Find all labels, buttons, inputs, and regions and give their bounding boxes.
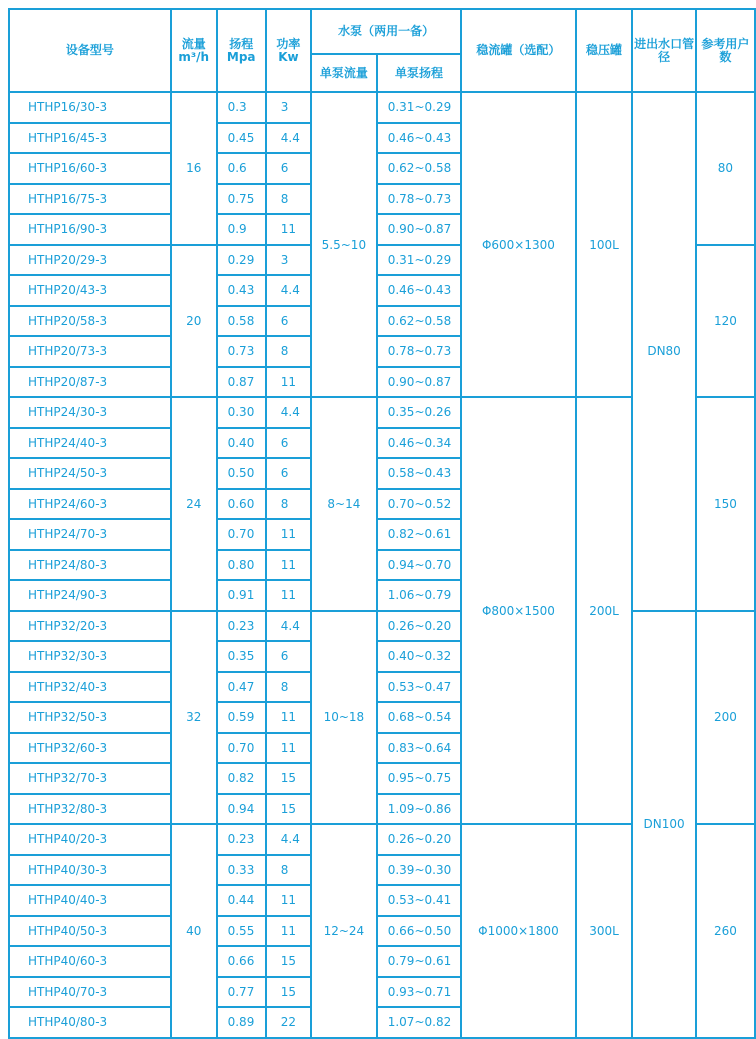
cell-model: HTHP24/80-3 xyxy=(9,550,171,581)
cell-model: HTHP32/20-3 xyxy=(9,611,171,642)
cell-model: HTHP16/30-3 xyxy=(9,92,171,123)
cell-single-head: 0.26~0.20 xyxy=(377,824,461,855)
cell-head: 0.47 xyxy=(217,672,266,703)
cell-head: 0.40 xyxy=(217,428,266,459)
cell-single-flow: 5.5~10 xyxy=(311,92,377,397)
cell-model: HTHP16/45-3 xyxy=(9,123,171,154)
cell-model: HTHP40/70-3 xyxy=(9,977,171,1008)
cell-power: 4.4 xyxy=(266,611,311,642)
cell-model: HTHP20/43-3 xyxy=(9,275,171,306)
cell-single-head: 0.78~0.73 xyxy=(377,336,461,367)
cell-users: 260 xyxy=(696,824,755,1038)
cell-head: 0.3 xyxy=(217,92,266,123)
cell-model: HTHP32/60-3 xyxy=(9,733,171,764)
cell-single-head: 0.83~0.64 xyxy=(377,733,461,764)
header-flow: 流量m³/h xyxy=(171,9,217,92)
header-pipe: 进出水口管径 xyxy=(632,9,695,92)
cell-model: HTHP40/20-3 xyxy=(9,824,171,855)
cell-power: 8 xyxy=(266,336,311,367)
cell-power: 8 xyxy=(266,184,311,215)
cell-head: 0.82 xyxy=(217,763,266,794)
cell-flow: 24 xyxy=(171,397,217,611)
cell-single-head: 0.94~0.70 xyxy=(377,550,461,581)
cell-model: HTHP32/40-3 xyxy=(9,672,171,703)
cell-power: 8 xyxy=(266,855,311,886)
equipment-spec-table xyxy=(8,8,756,1039)
cell-head: 0.44 xyxy=(217,885,266,916)
cell-head: 0.89 xyxy=(217,1007,266,1038)
cell-single-head: 0.66~0.50 xyxy=(377,916,461,947)
cell-model: HTHP24/90-3 xyxy=(9,580,171,611)
cell-power: 6 xyxy=(266,153,311,184)
cell-power: 22 xyxy=(266,1007,311,1038)
cell-single-head: 0.53~0.47 xyxy=(377,672,461,703)
cell-head: 0.50 xyxy=(217,458,266,489)
cell-tank: Φ600×1300 xyxy=(461,92,576,397)
cell-single-head: 0.79~0.61 xyxy=(377,946,461,977)
cell-model: HTHP32/70-3 xyxy=(9,763,171,794)
cell-head: 0.43 xyxy=(217,275,266,306)
header-tank: 稳流罐（选配） xyxy=(461,9,576,92)
cell-model: HTHP40/50-3 xyxy=(9,916,171,947)
cell-head: 0.91 xyxy=(217,580,266,611)
cell-model: HTHP24/70-3 xyxy=(9,519,171,550)
cell-power: 11 xyxy=(266,702,311,733)
cell-head: 0.33 xyxy=(217,855,266,886)
cell-single-flow: 12~24 xyxy=(311,824,377,1038)
header-model: 设备型号 xyxy=(9,9,171,92)
cell-power: 8 xyxy=(266,672,311,703)
cell-users: 200 xyxy=(696,611,755,825)
cell-power: 4.4 xyxy=(266,397,311,428)
cell-power: 6 xyxy=(266,458,311,489)
cell-head: 0.70 xyxy=(217,733,266,764)
cell-model: HTHP32/30-3 xyxy=(9,641,171,672)
cell-model: HTHP16/75-3 xyxy=(9,184,171,215)
cell-single-head: 0.53~0.41 xyxy=(377,885,461,916)
cell-model: HTHP20/58-3 xyxy=(9,306,171,337)
cell-power: 11 xyxy=(266,367,311,398)
cell-power: 4.4 xyxy=(266,824,311,855)
cell-single-head: 0.31~0.29 xyxy=(377,92,461,123)
cell-power: 15 xyxy=(266,946,311,977)
cell-single-head: 0.26~0.20 xyxy=(377,611,461,642)
cell-tank: Φ800×1500 xyxy=(461,397,576,824)
cell-single-head: 1.07~0.82 xyxy=(377,1007,461,1038)
cell-single-head: 0.78~0.73 xyxy=(377,184,461,215)
cell-single-head: 0.70~0.52 xyxy=(377,489,461,520)
cell-head: 0.30 xyxy=(217,397,266,428)
cell-model: HTHP20/29-3 xyxy=(9,245,171,276)
cell-single-flow: 10~18 xyxy=(311,611,377,825)
cell-single-head: 0.82~0.61 xyxy=(377,519,461,550)
cell-power: 4.4 xyxy=(266,275,311,306)
cell-power: 15 xyxy=(266,763,311,794)
cell-head: 0.77 xyxy=(217,977,266,1008)
cell-users: 80 xyxy=(696,92,755,245)
cell-pipe: DN100 xyxy=(632,611,695,1038)
header-users: 参考用户数 xyxy=(696,9,755,92)
cell-single-head: 0.46~0.43 xyxy=(377,123,461,154)
cell-model: HTHP24/60-3 xyxy=(9,489,171,520)
cell-flow: 32 xyxy=(171,611,217,825)
cell-single-head: 0.40~0.32 xyxy=(377,641,461,672)
cell-head: 0.70 xyxy=(217,519,266,550)
cell-head: 0.6 xyxy=(217,153,266,184)
cell-single-head: 1.09~0.86 xyxy=(377,794,461,825)
cell-head: 0.23 xyxy=(217,824,266,855)
cell-head: 0.55 xyxy=(217,916,266,947)
cell-single-head: 0.62~0.58 xyxy=(377,306,461,337)
cell-users: 150 xyxy=(696,397,755,611)
cell-head: 0.23 xyxy=(217,611,266,642)
cell-model: HTHP40/60-3 xyxy=(9,946,171,977)
header-single-head: 单泵扬程 xyxy=(377,54,461,92)
cell-head: 0.29 xyxy=(217,245,266,276)
cell-users: 120 xyxy=(696,245,755,398)
cell-head: 0.60 xyxy=(217,489,266,520)
cell-single-head: 0.58~0.43 xyxy=(377,458,461,489)
cell-power: 11 xyxy=(266,885,311,916)
cell-power: 6 xyxy=(266,306,311,337)
cell-pipe: DN80 xyxy=(632,92,695,611)
cell-power: 11 xyxy=(266,550,311,581)
cell-flow: 20 xyxy=(171,245,217,398)
cell-single-head: 0.93~0.71 xyxy=(377,977,461,1008)
cell-tank: Φ1000×1800 xyxy=(461,824,576,1038)
cell-model: HTHP24/40-3 xyxy=(9,428,171,459)
cell-pressure-tank: 200L xyxy=(576,397,633,824)
cell-head: 0.80 xyxy=(217,550,266,581)
header-single-flow: 单泵流量 xyxy=(311,54,377,92)
cell-head: 0.94 xyxy=(217,794,266,825)
cell-power: 11 xyxy=(266,916,311,947)
table-body xyxy=(9,92,755,1038)
cell-power: 11 xyxy=(266,733,311,764)
cell-model: HTHP40/30-3 xyxy=(9,855,171,886)
cell-model: HTHP40/40-3 xyxy=(9,885,171,916)
cell-pressure-tank: 300L xyxy=(576,824,633,1038)
table-row xyxy=(9,92,755,123)
cell-power: 15 xyxy=(266,977,311,1008)
cell-power: 11 xyxy=(266,214,311,245)
cell-single-head: 0.90~0.87 xyxy=(377,367,461,398)
cell-single-head: 0.35~0.26 xyxy=(377,397,461,428)
header-power: 功率Kw xyxy=(266,9,311,92)
cell-head: 0.66 xyxy=(217,946,266,977)
cell-power: 6 xyxy=(266,428,311,459)
cell-single-head: 0.31~0.29 xyxy=(377,245,461,276)
cell-model: HTHP20/73-3 xyxy=(9,336,171,367)
cell-power: 8 xyxy=(266,489,311,520)
cell-head: 0.35 xyxy=(217,641,266,672)
cell-model: HTHP16/90-3 xyxy=(9,214,171,245)
cell-power: 3 xyxy=(266,245,311,276)
cell-single-head: 0.62~0.58 xyxy=(377,153,461,184)
cell-model: HTHP32/50-3 xyxy=(9,702,171,733)
cell-head: 0.59 xyxy=(217,702,266,733)
cell-single-flow: 8~14 xyxy=(311,397,377,611)
cell-power: 3 xyxy=(266,92,311,123)
cell-head: 0.9 xyxy=(217,214,266,245)
cell-model: HTHP24/50-3 xyxy=(9,458,171,489)
header-head: 扬程Mpa xyxy=(217,9,266,92)
cell-flow: 40 xyxy=(171,824,217,1038)
cell-head: 0.87 xyxy=(217,367,266,398)
cell-single-head: 0.39~0.30 xyxy=(377,855,461,886)
cell-power: 11 xyxy=(266,519,311,550)
cell-power: 6 xyxy=(266,641,311,672)
header-pump-group: 水泵（两用一备） xyxy=(311,9,461,54)
cell-power: 4.4 xyxy=(266,123,311,154)
cell-single-head: 0.90~0.87 xyxy=(377,214,461,245)
cell-model: HTHP40/80-3 xyxy=(9,1007,171,1038)
cell-head: 0.58 xyxy=(217,306,266,337)
cell-model: HTHP16/60-3 xyxy=(9,153,171,184)
cell-single-head: 0.46~0.43 xyxy=(377,275,461,306)
cell-head: 0.45 xyxy=(217,123,266,154)
cell-single-head: 0.68~0.54 xyxy=(377,702,461,733)
cell-single-head: 0.46~0.34 xyxy=(377,428,461,459)
cell-single-head: 1.06~0.79 xyxy=(377,580,461,611)
cell-power: 15 xyxy=(266,794,311,825)
cell-power: 11 xyxy=(266,580,311,611)
cell-model: HTHP24/30-3 xyxy=(9,397,171,428)
cell-model: HTHP32/80-3 xyxy=(9,794,171,825)
cell-pressure-tank: 100L xyxy=(576,92,633,397)
cell-flow: 16 xyxy=(171,92,217,245)
table-row xyxy=(9,611,755,642)
cell-model: HTHP20/87-3 xyxy=(9,367,171,398)
cell-head: 0.73 xyxy=(217,336,266,367)
cell-single-head: 0.95~0.75 xyxy=(377,763,461,794)
cell-head: 0.75 xyxy=(217,184,266,215)
header-pressure-tank: 稳压罐 xyxy=(576,9,633,92)
